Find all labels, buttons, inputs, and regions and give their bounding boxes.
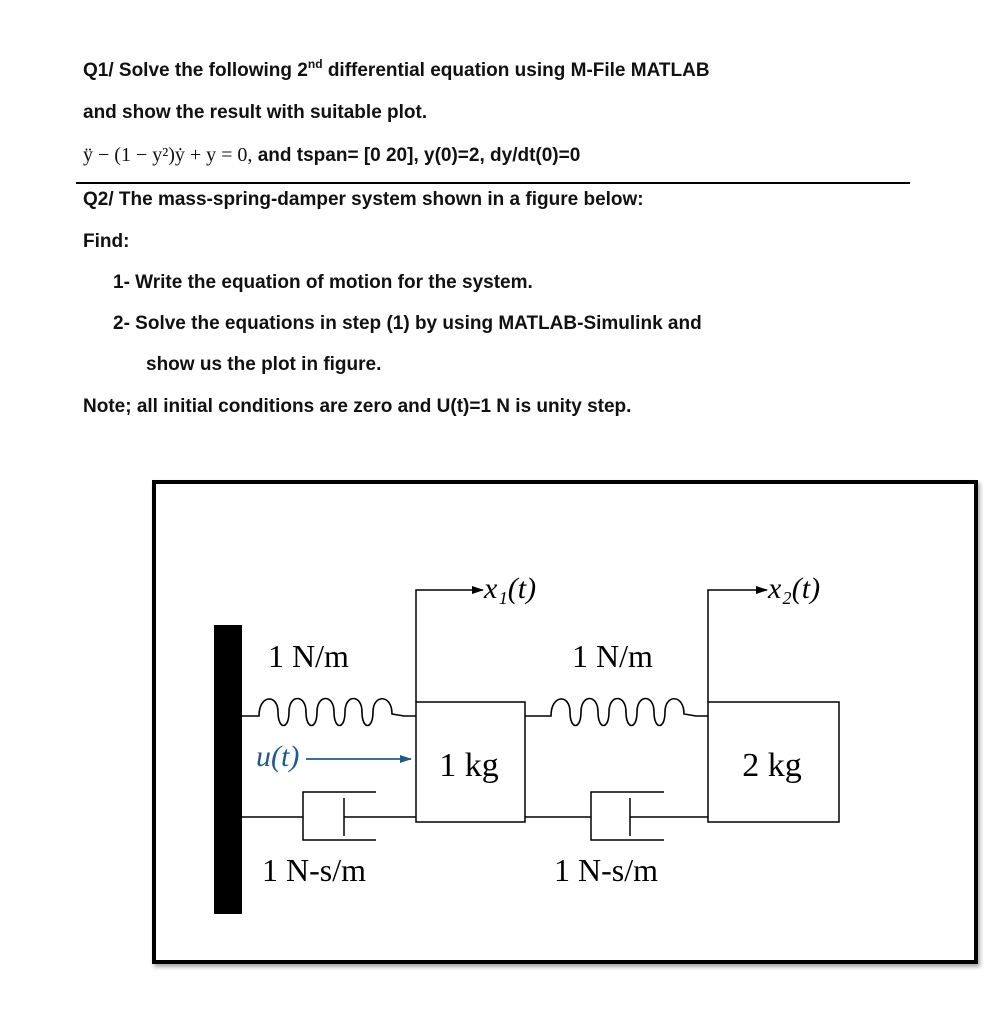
q1-conditions: and tspan= [0 20], y(0)=2, dy/dt(0)=0	[252, 145, 581, 166]
q1-equation: ÿ − (1 − y²)ẏ + y = 0,	[83, 144, 253, 166]
spring-2-coil	[525, 699, 708, 726]
q1-line-1-sup: nd	[307, 57, 323, 71]
q2-step-1: 1- Write the equation of motion for the system.	[113, 272, 533, 293]
spring-1-coil	[242, 699, 416, 726]
q1-line-2: and show the result with suitable plot.	[83, 102, 428, 123]
q2-step-2a: 2- Solve the equations in step (1) by using MATLAB-Simulink and	[113, 313, 702, 334]
mass-2-label: 2 kg	[742, 747, 802, 784]
spring-1-label: 1 N/m	[268, 638, 349, 674]
q2-note: Note; all initial conditions are zero and U(t)=1 N is unity step.	[83, 396, 632, 417]
q2-find: Find:	[83, 231, 130, 252]
input-label: u(t)	[256, 740, 300, 773]
q1-line-3	[83, 144, 580, 167]
x1-indicator	[416, 572, 536, 702]
damper-2	[525, 792, 708, 840]
x1-label: x₁(t)	[484, 572, 537, 605]
mass-1-label: 1 kg	[439, 747, 499, 784]
fixed-wall	[214, 625, 242, 914]
mass-spring-damper-diagram	[156, 484, 974, 960]
q1-line-1-pre: Q1/ Solve the following 2	[83, 60, 308, 81]
q2-step-2b: show us the plot in figure.	[146, 354, 382, 375]
figure-frame	[152, 480, 978, 964]
spring-2-label: 1 N/m	[572, 638, 653, 674]
x2-label: x₂(t)	[768, 572, 821, 605]
damper-2-label: 1 N-s/m	[554, 852, 658, 888]
section-divider	[76, 182, 910, 184]
q1-line-1	[83, 57, 710, 82]
x2-indicator	[708, 572, 820, 702]
q1-line-1-post: differential equation using M-File MATLAB	[322, 60, 710, 81]
damper-1	[242, 792, 416, 840]
damper-1-label: 1 N-s/m	[262, 852, 366, 888]
q2-title: Q2/ The mass-spring-damper system shown in a figure below:	[83, 189, 644, 210]
